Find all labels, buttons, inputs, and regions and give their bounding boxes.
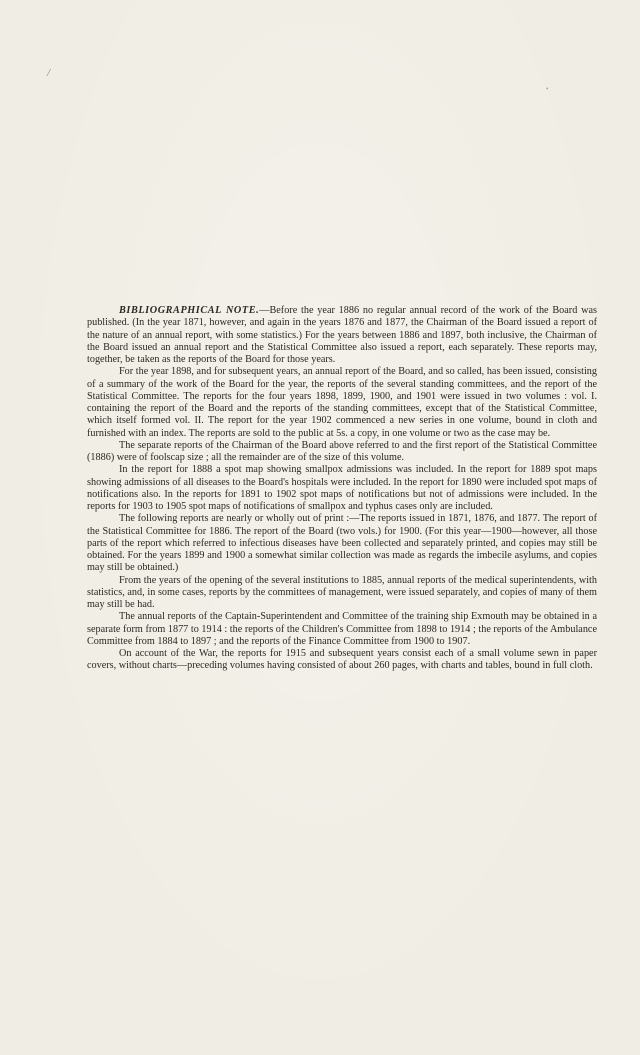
bibliographical-note xyxy=(87,305,597,673)
note-paragraph-8: On account of the War, the reports for 1915 and subsequent years consist each of a small volume sewn in paper covers, without charts—preceding volumes having consisted of about 260 pages, with charts and tables, bound in full cloth. xyxy=(87,648,597,672)
note-paragraph-6: From the years of the opening of the several institutions to 1885, annual reports of the medical superintendents, with statistics, and, in some cases, reports by the committees of management, were issued separately, and copies of many of them may still be had. xyxy=(87,574,597,610)
note-paragraph-1 xyxy=(87,305,597,366)
note-heading: BIBLIOGRAPHICAL NOTE. xyxy=(119,305,260,316)
margin-dot: • xyxy=(546,85,549,93)
margin-mark: / xyxy=(47,67,51,79)
note-paragraph-3: The separate reports of the Chairman of the Board above referred to and the first report of the Statistical Committee (1886) were of foolscap size ; all the remainder are of the size of this volume. xyxy=(87,439,597,463)
note-paragraph-5: The following reports are nearly or wholly out of print :—The reports issued in 1871, 1876, and 1877. The report of the Statistical Committee for 1886. The report of the Board (two vols.) for 1900. (For this year—1900—however, all those parts of the report which referred to infectious diseases have been collected and separately printed, and copies may still be obtained. For the years 1899 and 1900 a somewhat similar collection was made as regards the imbecile asylums, and copies may still be obtained.) xyxy=(87,513,597,574)
note-paragraph-4: In the report for 1888 a spot map showing smallpox admissions was included. In the report for 1889 spot maps showing admissions of all diseases to the Board's hospitals were included. In the report for 1890 were included spot maps of notifications also. In the reports for 1891 to 1902 spot maps of notifications but not of admissions were included. In the reports for 1903 to 1905 spot maps of notifications of smallpox and typhus cases only are included. xyxy=(87,464,597,512)
note-paragraph-7: The annual reports of the Captain-Superintendent and Committee of the training ship Exmouth may be obtained in a separate form from 1877 to 1914 : the reports of the Children's Committee from 1898 to 1914 ; the reports of the Ambulance Committee from 1884 to 1897 ; and the reports of the Finance Committee from 1900 to 1907. xyxy=(87,611,597,647)
note-paragraph-1-text: —Before the year 1886 no regular annual record of the work of the Board was published. (In the year 1871, however, and again in the years 1876 and 1877, the Chairman of the Board issued a report of the nature of an annual report, with some statistics.) For the years between 1886 and 1897, both inclusive, the Chairman of the Board issued an annual report and the Statistical Committee also issued a report, each separately. These reports may, together, be taken as the reports of the Board for those years. xyxy=(87,305,597,365)
note-paragraph-2: For the year 1898, and for subsequent years, an annual report of the Board, and so called, has been issued, consisting of a summary of the work of the Board for the year, the reports of the several standing committees, and the report of the Statistical Committee. The reports for the four years 1898, 1899, 1900, and 1901 were issued in two volumes : vol. I. containing the report of the Board and the reports of the standing committees, except that of the Statistical Committee, which itself formed vol. II. The report for the year 1902 commenced a new series in one volume, bound in cloth and furnished with an index. The reports are sold to the public at 5s. a copy, in one volume or two as the case may be. xyxy=(87,366,597,439)
